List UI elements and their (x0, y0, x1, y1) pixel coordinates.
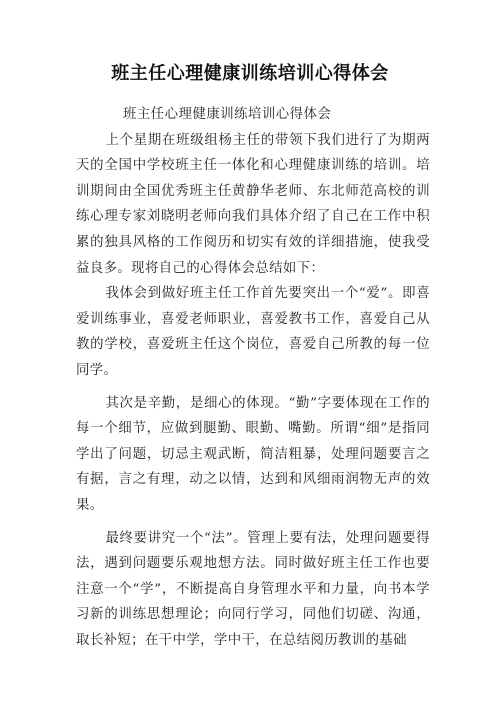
document-body (76, 102, 430, 653)
document-title: 班主任心理健康训练培训心得体会 (111, 63, 389, 84)
paragraph-diligence: 其次是辛勤，是细心的体现。“勤”字要体现在工作的每一个细节，应做到腿勤、眼勤、嘴勤。所谓“细”是指同学出了问题，切忌主观武断，简洁粗暴，处理问题要言之有据，言之有理，动之以情，达到和风细雨润物无声的效果。 (76, 395, 430, 513)
paragraph-love: 我体会到做好班主任工作首先要突出一个“爱”。即喜爱训练事业，喜爱老师职业，喜爱教书工作，喜爱自己从教的学校，喜爱班主任这个岗位，喜爱自己所教的每一位同学。 (76, 286, 430, 378)
paragraph-method: 最终要讲究一个“法”。管理上要有法，处理问题要得法，遇到问题要乐观地想方法。同时做好班主任工作也要注意一个“学”，不断提高自身管理水平和力量，向书本学习新的训练思想理论；向同行学习，同他们切磋、沟通，取长补短；在干中学，学中干，在总结阅历教训的基础 (76, 530, 430, 648)
document-subtitle: 班主任心理健康训练培训心得体会 (123, 107, 332, 122)
paragraph-intro: 上个星期在班级组杨主任的带领下我们进行了为期两天的全国中学校班主任一体化和心理健康训练的培训。培训期间由全国优秀班主任黄静华老师、东北师范高校的训练心理专家刘晓明老师向我们具体介绍了自己在工作中积累的独具风格的工作阅历和切实有效的详细措施，使我受益良多。现将自己的心得体会总结如下： (76, 132, 430, 276)
